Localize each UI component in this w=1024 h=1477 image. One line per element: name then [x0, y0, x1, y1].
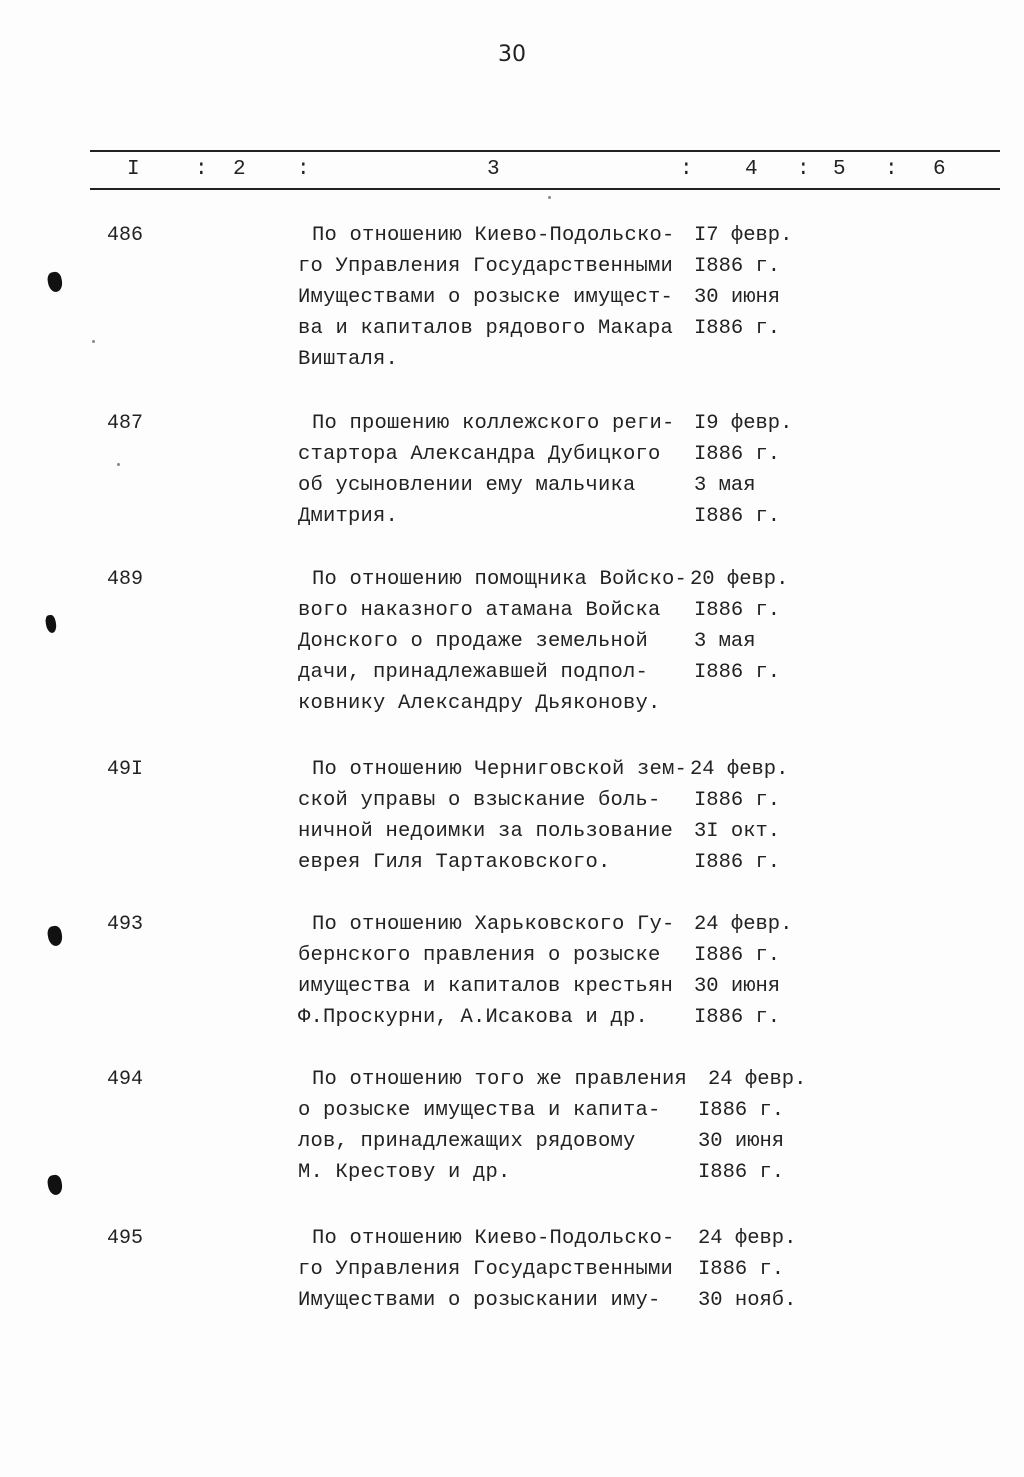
column-separator: : [680, 158, 693, 181]
header-rule-top [90, 150, 1000, 152]
entry-date-start: 24 февр. [708, 1068, 807, 1091]
entry-number: 495 [107, 1227, 144, 1250]
column-header-6: 6 [933, 158, 946, 181]
entry-description-line: Вишталя. [298, 348, 399, 371]
entry-number: 487 [107, 412, 144, 435]
entry-date-end-year: I886 г. [698, 1161, 785, 1184]
entry-date-end: 3 мая [694, 630, 756, 653]
scan-speck [548, 196, 551, 199]
entry-date-end-year: I886 г. [694, 317, 781, 340]
entry-date-start: 24 февр. [690, 758, 789, 781]
scan-speck [117, 463, 120, 466]
column-header-4: 4 [745, 158, 758, 181]
column-separator: : [885, 158, 898, 181]
entry-date-start: 20 февр. [690, 568, 789, 591]
entry-description-line: По отношению Черниговской зем- [312, 758, 688, 781]
entry-date-end-year: I886 г. [694, 505, 781, 528]
entry-description-line: Имуществами о розыске имущест- [298, 286, 674, 309]
column-header-1: I [127, 158, 140, 181]
entry-description-line: По отношению Харьковского Гу- [312, 913, 675, 936]
entry-description-line: ва и капиталов рядового Макара [298, 317, 674, 340]
entry-description-line: Донского о продаже земельной [298, 630, 649, 653]
entry-description-line: го Управления Государственными [298, 255, 674, 278]
entry-date-start-year: I886 г. [698, 1099, 785, 1122]
entry-date-end: 30 июня [694, 975, 781, 998]
entry-date-start-year: I886 г. [694, 944, 781, 967]
entry-date-start: I7 февр. [694, 224, 793, 247]
entry-date-start-year: I886 г. [694, 789, 781, 812]
entry-date-end-year: I886 г. [694, 851, 781, 874]
entry-number: 49I [107, 758, 144, 781]
scan-speck [92, 340, 95, 343]
entry-description-line: По отношению того же правления [312, 1068, 688, 1091]
page-number: 30 [498, 42, 526, 67]
entry-description-line: По отношению Киево-Подольско- [312, 224, 675, 247]
entry-description-line: вого наказного атамана Войска [298, 599, 661, 622]
entry-description-line: об усыновлении ему мальчика [298, 474, 636, 497]
entry-description-line: По отношению помощника Войско- [312, 568, 688, 591]
entry-date-start-year: I886 г. [698, 1258, 785, 1281]
entry-date-end: 30 июня [698, 1130, 785, 1153]
entry-date-start-year: I886 г. [694, 443, 781, 466]
column-header-3: 3 [487, 158, 500, 181]
binding-hole-mark [46, 1174, 63, 1196]
column-header-5: 5 [833, 158, 846, 181]
entry-description-line: еврея Гиля Тартаковского. [298, 851, 611, 874]
entry-date-start-year: I886 г. [694, 599, 781, 622]
entry-description-line: бернского правления о розыске [298, 944, 661, 967]
entry-date-start: 24 февр. [694, 913, 793, 936]
entry-date-start: I9 февр. [694, 412, 793, 435]
entry-number: 489 [107, 568, 144, 591]
entry-description-line: Имуществами о розыскании иму- [298, 1289, 661, 1312]
entry-date-end: 3 мая [694, 474, 756, 497]
binding-hole-mark [46, 925, 63, 947]
entry-number: 493 [107, 913, 144, 936]
column-header-2: 2 [233, 158, 246, 181]
entry-date-end: 3I окт. [694, 820, 781, 843]
entry-date-start-year: I886 г. [694, 255, 781, 278]
column-separator: : [195, 158, 208, 181]
binding-hole-mark [45, 614, 58, 633]
entry-description-line: ковнику Александру Дьяконову. [298, 692, 661, 715]
entry-description-line: По отношению Киево-Подольско- [312, 1227, 675, 1250]
entry-description-line: лов, принадлежащих рядовому [298, 1130, 636, 1153]
header-rule-bottom [90, 188, 1000, 190]
entry-description-line: ничной недоимки за пользование [298, 820, 674, 843]
column-separator: : [797, 158, 810, 181]
entry-date-end: 30 нояб. [698, 1289, 797, 1312]
entry-date-end: 30 июня [694, 286, 781, 309]
entry-description-line: ской управы о взыскание боль- [298, 789, 661, 812]
entry-date-start: 24 февр. [698, 1227, 797, 1250]
entry-description-line: Дмитрия. [298, 505, 399, 528]
entry-description-line: о розыске имущества и капита- [298, 1099, 661, 1122]
entry-number: 486 [107, 224, 144, 247]
entry-description-line: М. Крестову и др. [298, 1161, 511, 1184]
entry-description-line: стартора Александра Дубицкого [298, 443, 661, 466]
entry-description-line: го Управления Государственными [298, 1258, 674, 1281]
entry-description-line: имущества и капиталов крестьян [298, 975, 674, 998]
entry-description-line: Ф.Проскурни, А.Исакова и др. [298, 1006, 649, 1029]
entry-description-line: дачи, принадлежавшей подпол- [298, 661, 649, 684]
entry-number: 494 [107, 1068, 144, 1091]
entry-date-end-year: I886 г. [694, 661, 781, 684]
entry-description-line: По прошению коллежского реги- [312, 412, 675, 435]
column-separator: : [297, 158, 310, 181]
entry-date-end-year: I886 г. [694, 1006, 781, 1029]
binding-hole-mark [46, 271, 63, 293]
